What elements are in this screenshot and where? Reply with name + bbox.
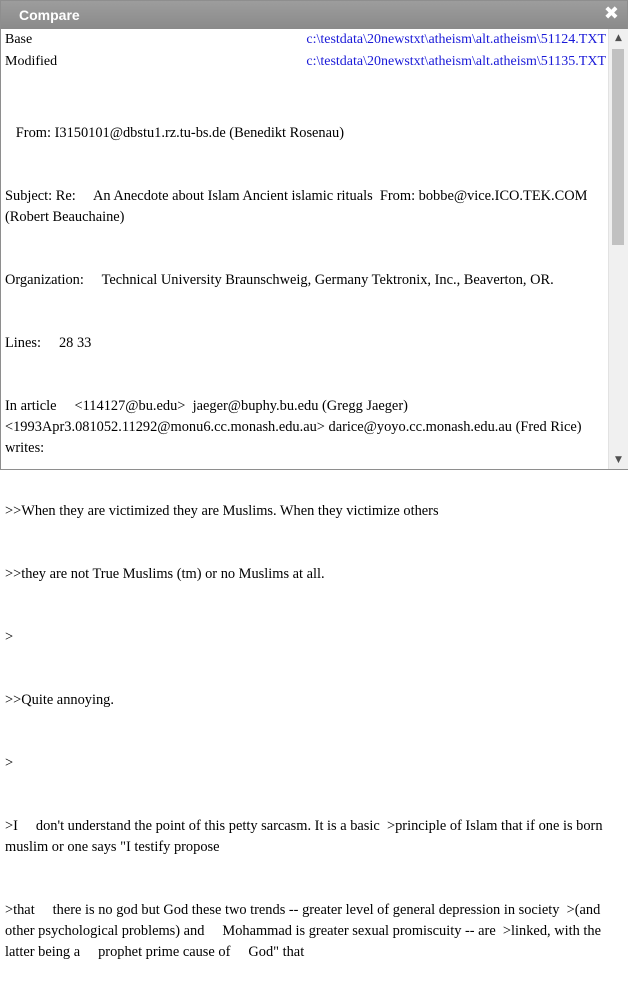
diff-line: Subject: Re: An Anecdote about Islam Ancient islamic rituals From: bobbe@vice.ICO.TEK.COM (Robert Beauchaine) — [5, 188, 591, 225]
modified-label: Modified — [5, 54, 58, 69]
base-label: Base — [5, 32, 33, 47]
modified-path-link[interactable]: c:\testdata\20newstxt\atheism\alt.atheism\51135.TXT — [306, 54, 606, 69]
diff-content[interactable] — [1, 29, 608, 960]
diff-line: >>Quite annoying. — [5, 692, 114, 708]
diff-text — [5, 81, 607, 1005]
title-bar[interactable] — [1, 1, 627, 29]
dialog-title: Compare — [19, 7, 80, 23]
close-icon[interactable]: ✖ — [603, 3, 619, 24]
diff-line: > — [5, 755, 14, 771]
diff-line: > — [5, 629, 14, 645]
diff-line: >that there is no god but God these two trends -- greater level of general depression in society >(and other psychological problems) and Mohammad is greater sexual promiscuity -- are >linked, with the latter being a prophet prime cause of God" that — [5, 902, 605, 960]
diff-line: Lines: 28 33 — [5, 335, 92, 351]
diff-line: In article <114127@bu.edu> jaeger@buphy.bu.edu (Gregg Jaeger) <1993Apr3.081052.11292@monu6.cc.monash.edu.au> darice@yoyo.cc.monash.edu.au (Fred Rice) writes: — [5, 398, 586, 456]
diff-line: >>When they are victimized they are Muslims. When they victimize others — [5, 503, 439, 519]
scroll-up-icon[interactable]: ▲ — [615, 33, 622, 43]
scrollbar-thumb[interactable] — [612, 49, 624, 245]
diff-line: From: I3150101@dbstu1.rz.tu-bs.de (Benedikt Rosenau) — [5, 125, 344, 141]
diff-line: Organization: Technical University Braunschweig, Germany Tektronix, Inc., Beaverton, OR. — [5, 272, 554, 288]
diff-line: >I don't understand the point of this petty sarcasm. It is a basic >principle of Islam that if one is born muslim or one says "I testify propose — [5, 818, 607, 855]
base-path-link[interactable]: c:\testdata\20newstxt\atheism\alt.atheism\51124.TXT — [306, 32, 606, 47]
diff-line: >>they are not True Muslims (tm) or no Muslims at all. — [5, 566, 325, 582]
scroll-down-icon[interactable]: ▼ — [615, 455, 622, 465]
vertical-scrollbar[interactable] — [608, 29, 628, 469]
